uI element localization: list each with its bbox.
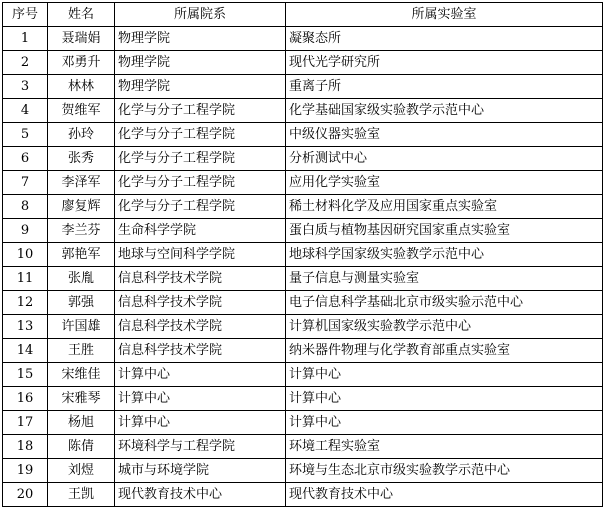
cell-no: 17 xyxy=(3,411,48,435)
cell-name: 王胜 xyxy=(48,339,115,363)
cell-name: 刘煜 xyxy=(48,459,115,483)
table-row xyxy=(3,291,603,315)
header-no: 序号 xyxy=(3,3,48,27)
cell-lab: 计算中心 xyxy=(286,363,603,387)
cell-name: 林林 xyxy=(48,75,115,99)
cell-dept: 计算中心 xyxy=(115,411,286,435)
cell-no: 19 xyxy=(3,459,48,483)
cell-no: 8 xyxy=(3,195,48,219)
cell-dept: 计算中心 xyxy=(115,387,286,411)
cell-lab: 凝聚态所 xyxy=(286,27,603,51)
table-row xyxy=(3,51,603,75)
cell-lab: 现代光学研究所 xyxy=(286,51,603,75)
table-row xyxy=(3,315,603,339)
cell-dept: 计算中心 xyxy=(115,363,286,387)
cell-name: 廖复辉 xyxy=(48,195,115,219)
cell-lab: 计算中心 xyxy=(286,387,603,411)
cell-no: 9 xyxy=(3,219,48,243)
cell-no: 2 xyxy=(3,51,48,75)
cell-no: 10 xyxy=(3,243,48,267)
cell-name: 贺维军 xyxy=(48,99,115,123)
cell-lab: 环境工程实验室 xyxy=(286,435,603,459)
cell-lab: 蛋白质与植物基因研究国家重点实验室 xyxy=(286,219,603,243)
cell-no: 1 xyxy=(3,27,48,51)
table-row xyxy=(3,363,603,387)
table-row xyxy=(3,435,603,459)
cell-dept: 化学与分子工程学院 xyxy=(115,195,286,219)
cell-no: 16 xyxy=(3,387,48,411)
table-row xyxy=(3,411,603,435)
cell-dept: 信息科学技术学院 xyxy=(115,267,286,291)
cell-name: 李兰芬 xyxy=(48,219,115,243)
cell-lab: 计算中心 xyxy=(286,411,603,435)
table-row xyxy=(3,195,603,219)
table-row xyxy=(3,459,603,483)
cell-lab: 量子信息与测量实验室 xyxy=(286,267,603,291)
cell-name: 孙玲 xyxy=(48,123,115,147)
cell-name: 陈倩 xyxy=(48,435,115,459)
cell-dept: 城市与环境学院 xyxy=(115,459,286,483)
table-row xyxy=(3,243,603,267)
cell-dept: 化学与分子工程学院 xyxy=(115,171,286,195)
cell-dept: 信息科学技术学院 xyxy=(115,315,286,339)
cell-name: 郭强 xyxy=(48,291,115,315)
cell-name: 王凯 xyxy=(48,483,115,507)
cell-name: 宋雅琴 xyxy=(48,387,115,411)
cell-lab: 分析测试中心 xyxy=(286,147,603,171)
table-row xyxy=(3,267,603,291)
cell-no: 6 xyxy=(3,147,48,171)
table-header-row xyxy=(3,3,603,27)
cell-lab: 应用化学实验室 xyxy=(286,171,603,195)
cell-dept: 信息科学技术学院 xyxy=(115,291,286,315)
cell-name: 张秀 xyxy=(48,147,115,171)
cell-name: 杨旭 xyxy=(48,411,115,435)
cell-lab: 重离子所 xyxy=(286,75,603,99)
cell-no: 20 xyxy=(3,483,48,507)
cell-no: 15 xyxy=(3,363,48,387)
cell-no: 5 xyxy=(3,123,48,147)
cell-dept: 物理学院 xyxy=(115,75,286,99)
cell-name: 许国雄 xyxy=(48,315,115,339)
cell-dept: 生命科学学院 xyxy=(115,219,286,243)
cell-lab: 现代教育技术中心 xyxy=(286,483,603,507)
cell-lab: 电子信息科学基础北京市级实验示范中心 xyxy=(286,291,603,315)
staff-lab-table xyxy=(2,2,603,507)
cell-dept: 物理学院 xyxy=(115,51,286,75)
cell-no: 13 xyxy=(3,315,48,339)
cell-lab: 中级仪器实验室 xyxy=(286,123,603,147)
table-row xyxy=(3,339,603,363)
cell-name: 郭艳军 xyxy=(48,243,115,267)
cell-lab: 环境与生态北京市级实验教学示范中心 xyxy=(286,459,603,483)
cell-dept: 化学与分子工程学院 xyxy=(115,147,286,171)
table-row xyxy=(3,171,603,195)
cell-lab: 化学基础国家级实验教学示范中心 xyxy=(286,99,603,123)
cell-dept: 地球与空间科学学院 xyxy=(115,243,286,267)
cell-lab: 纳米器件物理与化学教育部重点实验室 xyxy=(286,339,603,363)
cell-lab: 计算机国家级实验教学示范中心 xyxy=(286,315,603,339)
cell-no: 3 xyxy=(3,75,48,99)
cell-no: 14 xyxy=(3,339,48,363)
table-row xyxy=(3,147,603,171)
cell-dept: 环境科学与工程学院 xyxy=(115,435,286,459)
cell-no: 18 xyxy=(3,435,48,459)
cell-dept: 物理学院 xyxy=(115,27,286,51)
table-row xyxy=(3,75,603,99)
table-row xyxy=(3,27,603,51)
table-row xyxy=(3,483,603,507)
cell-no: 12 xyxy=(3,291,48,315)
table-row xyxy=(3,123,603,147)
cell-lab: 地球科学国家级实验教学示范中心 xyxy=(286,243,603,267)
cell-dept: 化学与分子工程学院 xyxy=(115,99,286,123)
cell-no: 11 xyxy=(3,267,48,291)
cell-no: 4 xyxy=(3,99,48,123)
cell-dept: 现代教育技术中心 xyxy=(115,483,286,507)
header-lab: 所属实验室 xyxy=(286,3,603,27)
table-body xyxy=(3,27,603,507)
cell-lab: 稀土材料化学及应用国家重点实验室 xyxy=(286,195,603,219)
cell-name: 邓勇升 xyxy=(48,51,115,75)
cell-no: 7 xyxy=(3,171,48,195)
table-row xyxy=(3,219,603,243)
header-name: 姓名 xyxy=(48,3,115,27)
cell-dept: 化学与分子工程学院 xyxy=(115,123,286,147)
cell-name: 李泽军 xyxy=(48,171,115,195)
table-row xyxy=(3,99,603,123)
header-dept: 所属院系 xyxy=(115,3,286,27)
table-row xyxy=(3,387,603,411)
cell-name: 聂瑞娟 xyxy=(48,27,115,51)
cell-name: 张胤 xyxy=(48,267,115,291)
cell-dept: 信息科学技术学院 xyxy=(115,339,286,363)
cell-name: 宋维佳 xyxy=(48,363,115,387)
